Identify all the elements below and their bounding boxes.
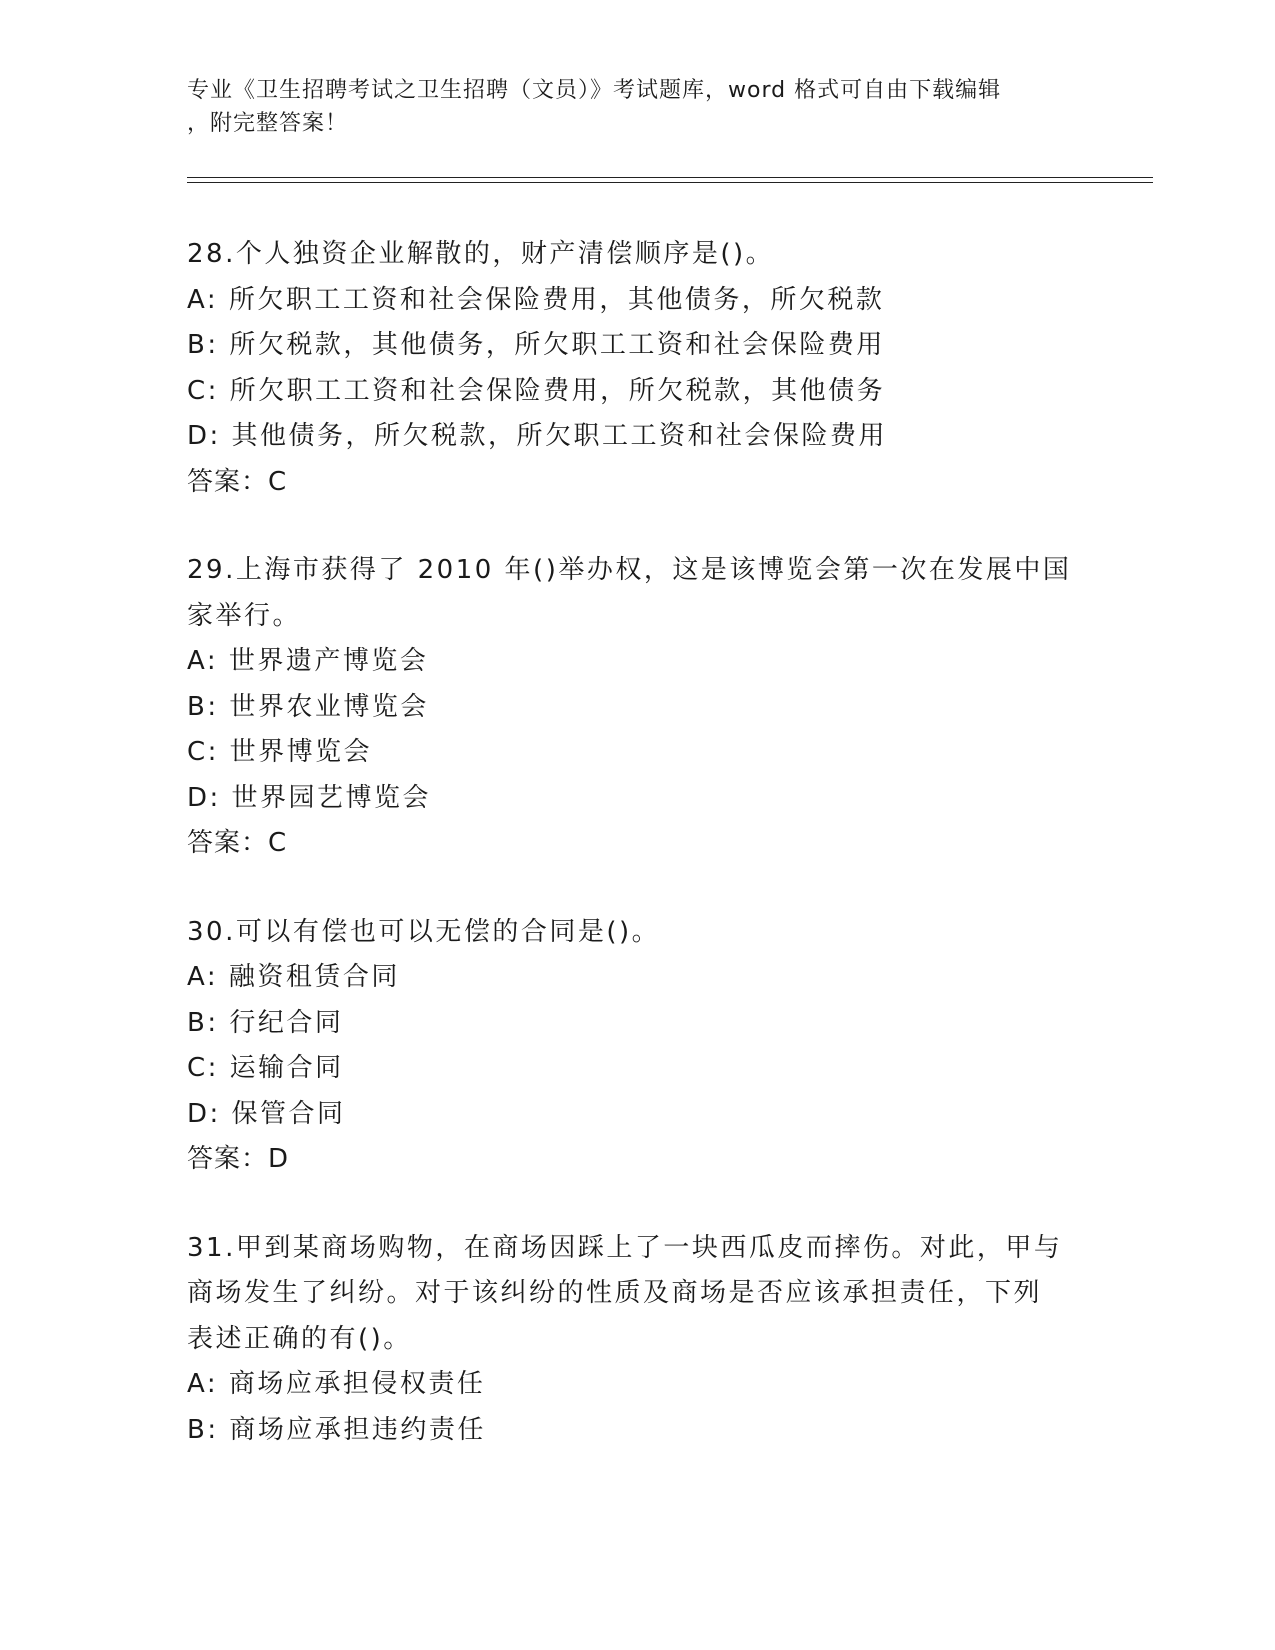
question-stem: 28.个人独资企业解散的，财产清偿顺序是()。 [187, 239, 775, 269]
question-stem: 表述正确的有()。 [187, 1323, 412, 1354]
question-block [187, 548, 1087, 867]
answer-key: 答案：D [187, 1144, 290, 1174]
answer-key: 答案：C [187, 828, 288, 858]
question-stem: 商场发生了纠纷。对于该纠纷的性质及商场是否应该承担责任，下列 [187, 1278, 1043, 1308]
answer-option: D: 保管合同 [187, 1098, 346, 1129]
header-rule-bottom [187, 182, 1153, 183]
answer-option: A: 融资租赁合同 [187, 962, 400, 992]
answer-option: C: 所欠职工工资和社会保险费用，所欠税款，其他债务 [187, 375, 886, 406]
answer-option: B: 所欠税款，其他债务，所欠职工工资和社会保险费用 [187, 330, 885, 360]
document-header [187, 74, 1087, 140]
question-list [187, 232, 1087, 1496]
question-block [187, 232, 1087, 505]
header-line-2: ，附完整答案！ [187, 111, 349, 136]
header-rule-top [187, 177, 1153, 178]
answer-option: A: 所欠职工工资和社会保险费用，其他债务，所欠税款 [187, 284, 885, 315]
answer-option: C: 世界博览会 [187, 737, 373, 767]
answer-option: D: 世界园艺博览会 [187, 782, 432, 813]
question-stem: 30.可以有偿也可以无偿的合同是()。 [187, 916, 661, 947]
answer-option: A: 商场应承担侵权责任 [187, 1369, 486, 1399]
answer-option: B: 世界农业博览会 [187, 691, 429, 722]
answer-option: C: 运输合同 [187, 1053, 344, 1083]
answer-option: A: 世界遗产博览会 [187, 646, 429, 676]
answer-key: 答案：C [187, 466, 288, 497]
question-stem: 家举行。 [187, 600, 302, 631]
question-stem: 31.甲到某商场购物，在商场因踩上了一块西瓜皮而摔伤。对此，甲与 [187, 1232, 1063, 1263]
answer-option: B: 行纪合同 [187, 1007, 344, 1038]
answer-option: D: 其他债务，所欠税款，所欠职工工资和社会保险费用 [187, 421, 888, 451]
question-stem: 29.上海市获得了 2010 年()举办权，这是该博览会第一次在发展中国 [187, 555, 1072, 585]
question-block [187, 1226, 1087, 1454]
question-block [187, 910, 1087, 1183]
answer-option: B: 商场应承担违约责任 [187, 1414, 486, 1445]
header-line-1: 专业《卫生招聘考试之卫生招聘（文员）》考试题库，word 格式可自由下载编辑 [187, 78, 1002, 103]
